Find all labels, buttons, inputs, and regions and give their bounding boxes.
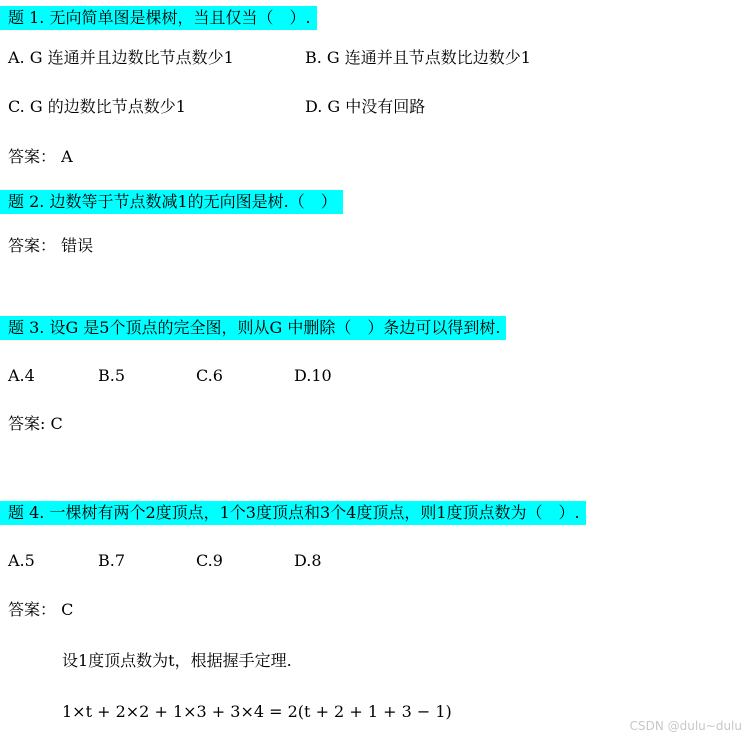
question-1-answer: 答案： A	[8, 147, 73, 166]
question-1-option-b: B. G 连通并且节点数比边数少1	[305, 48, 531, 67]
question-4-answer: 答案： C	[8, 600, 74, 619]
csdn-watermark: CSDN @dulu~dulu	[629, 719, 742, 733]
question-3-title: 题 3. 设G 是5个顶点的完全图，则从G 中删除（ ）条边可以得到树.	[0, 316, 506, 340]
question-3-option-c: C.6	[196, 366, 223, 385]
question-4-option-a: A.5	[8, 551, 35, 570]
question-4-option-b: B.7	[98, 551, 126, 570]
question-2-title: 题 2. 边数等于节点数减1的无向图是树.（ ）	[0, 190, 343, 214]
question-4-option-d: D.8	[294, 551, 322, 570]
question-4-title: 题 4. 一棵树有两个2度顶点，1个3度顶点和3个4度顶点，则1度顶点数为（ ）.	[0, 501, 586, 525]
question-1-option-d: D. G 中没有回路	[305, 97, 426, 116]
question-3-option-b: B.5	[98, 366, 126, 385]
question-4-option-c: C.9	[196, 551, 223, 570]
question-2-answer: 答案： 错误	[8, 236, 94, 255]
question-4-equation: 1×t + 2×2 + 1×3 + 3×4 = 2(t + 2 + 1 + 3 − 1)	[62, 702, 452, 721]
question-1-option-a: A. G 连通并且边数比节点数少1	[8, 48, 234, 67]
question-3-answer: 答案: C	[8, 414, 63, 433]
question-3-option-a: A.4	[8, 366, 35, 385]
question-1-title: 题 1. 无向简单图是棵树，当且仅当（ ）.	[0, 6, 317, 30]
question-4-explanation: 设1度顶点数为t，根据握手定理.	[62, 651, 292, 670]
question-1-option-c: C. G 的边数比节点数少1	[8, 97, 186, 116]
question-3-option-d: D.10	[294, 366, 332, 385]
